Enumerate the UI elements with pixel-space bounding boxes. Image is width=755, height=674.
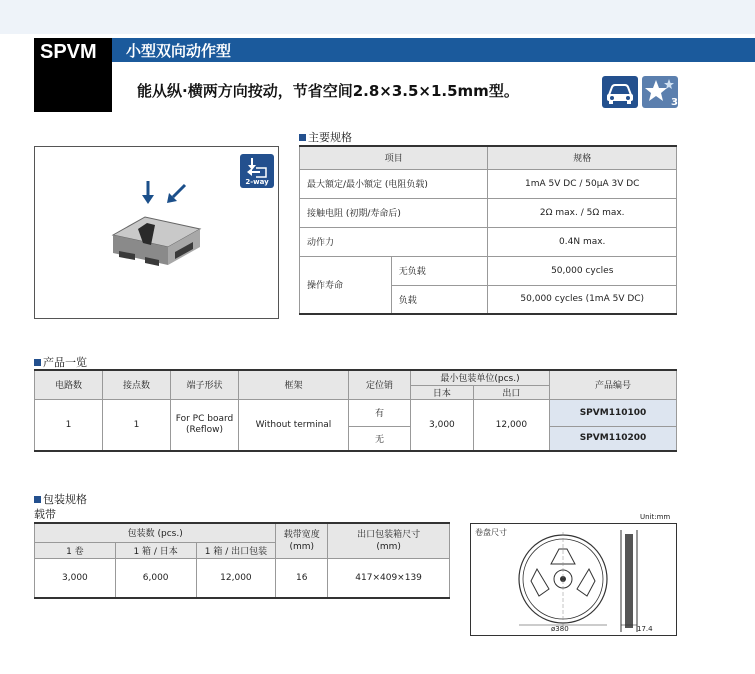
cell-japan: 3,000: [411, 399, 474, 451]
spec-value: 50,000 cycles (1mA 5V DC): [488, 285, 677, 314]
top-strip: [0, 0, 755, 34]
model-badge: [34, 38, 112, 112]
spec-subitem: 负载: [391, 285, 488, 314]
bullet-square-icon: [34, 496, 41, 503]
col-contacts: 接点数: [103, 370, 171, 399]
col-reel: 1 卷: [35, 542, 116, 558]
col-japan: 日本: [411, 385, 474, 399]
bullet-square-icon: [34, 359, 41, 366]
push-arrow-icon: [167, 185, 185, 203]
col-item: 项目: [300, 146, 488, 169]
products-heading-text: 产品一览: [43, 356, 87, 369]
cell-export: 12,000: [473, 399, 549, 451]
part-number: SPVM110100: [550, 399, 677, 426]
cell-pin: 有: [349, 399, 411, 426]
cell-contacts: 1: [103, 399, 171, 451]
reel-label: 卷盘尺寸: [475, 528, 507, 537]
col-minpack: 最小包装单位(pcs.): [411, 370, 550, 385]
col-terminal: 端子形状: [171, 370, 239, 399]
col-width: 载带宽度 (mm): [276, 523, 328, 558]
star-count: 3: [671, 97, 678, 108]
packing-heading: [34, 491, 87, 507]
unit-label: Unit:mm: [640, 513, 671, 521]
packing-table: [34, 522, 450, 599]
packing-heading-text: 包装规格: [43, 493, 87, 506]
col-qty: 包装数 (pcs.): [35, 523, 276, 542]
col-box-ex: 1 箱 / 出口包装: [196, 542, 276, 558]
spec-subitem: 无负载: [391, 256, 488, 285]
model-name: SPVM: [40, 41, 97, 63]
page-title: 小型双向动作型: [126, 42, 232, 60]
bullet-square-icon: [299, 134, 306, 141]
products-heading: [34, 354, 87, 370]
cell-frame: Without terminal: [239, 399, 349, 451]
push-arrow-icon: [142, 181, 154, 204]
cell-pin: 无: [349, 426, 411, 451]
cell-circuits: 1: [35, 399, 103, 451]
col-pin: 定位销: [349, 370, 411, 399]
spec-item: 最大額定/最小額定 (电阻负载): [300, 169, 488, 198]
col-frame: 框架: [239, 370, 349, 399]
reel-drawing: [470, 523, 677, 636]
reel-width: 17.4: [637, 625, 653, 633]
col-export: 出口: [473, 385, 549, 399]
cell-width: 16: [276, 558, 328, 598]
two-way-push-icon: [240, 154, 274, 188]
col-pn: 产品编号: [550, 370, 677, 399]
spec-table: [299, 145, 677, 315]
reel-diameter: ø380: [551, 625, 569, 633]
spec-heading-text: 主要规格: [308, 131, 352, 144]
spec-value: 1mA 5V DC / 50μA 3V DC: [488, 169, 677, 198]
product-image: [34, 146, 279, 319]
col-circuits: 电路数: [35, 370, 103, 399]
tagline: 能从纵·横两方向按动，节省空间2.8×3.5×1.5mm型。: [137, 82, 519, 100]
spec-value: 0.4N max.: [488, 227, 677, 256]
car-icon: [602, 76, 638, 108]
spec-value: 2Ω max. / 5Ω max.: [488, 198, 677, 227]
cell-box: 417×409×139: [328, 558, 450, 598]
part-number: SPVM110200: [550, 426, 677, 451]
packing-subheading: 载带: [34, 508, 56, 521]
two-way-label: 2-way: [245, 178, 269, 186]
cell-reel: 3,000: [35, 558, 116, 598]
spec-item: 接触电阻 (初期/寿命后): [300, 198, 488, 227]
star-3-icon: [642, 76, 678, 108]
col-box-jp: 1 箱 / 日本: [115, 542, 196, 558]
col-spec: 规格: [488, 146, 677, 169]
spec-value: 50,000 cycles: [488, 256, 677, 285]
spec-heading: [299, 129, 352, 145]
cell-box-ex: 12,000: [196, 558, 276, 598]
col-box: 出口包装箱尺寸 (mm): [328, 523, 450, 558]
product-table: [34, 369, 677, 452]
spec-item: 操作寿命: [300, 256, 392, 314]
cell-terminal: For PC board (Reflow): [171, 399, 239, 451]
spec-item: 动作力: [300, 227, 488, 256]
cell-box-jp: 6,000: [115, 558, 196, 598]
